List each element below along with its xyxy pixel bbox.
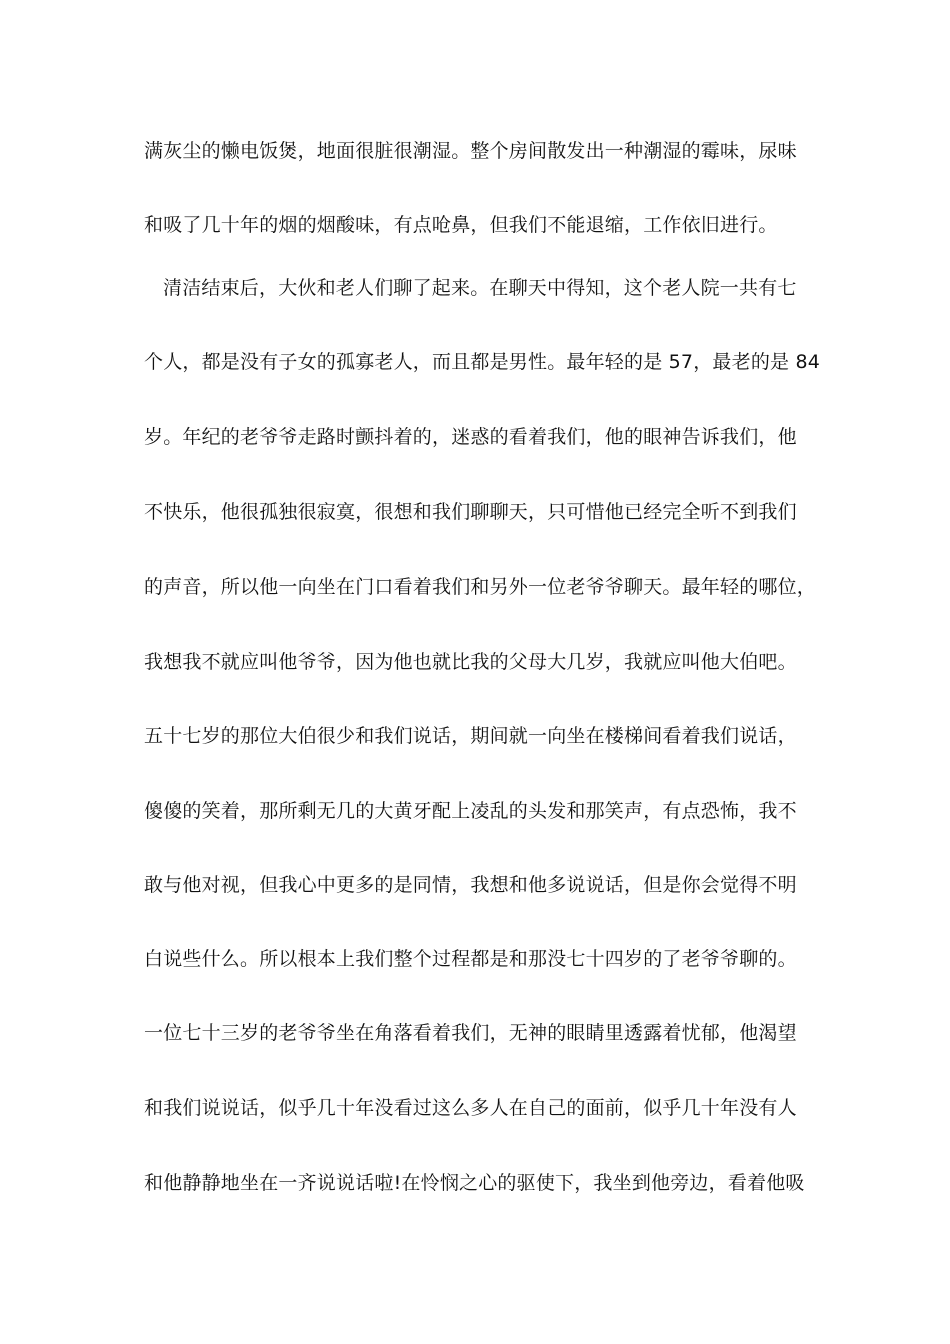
text-line: 个人，都是没有子女的孤寡老人，而且都是男性。最年轻的是 57，最老的是 84 (144, 351, 821, 373)
text-line: 岁。年纪的老爷爷走路时颤抖着的，迷惑的看着我们，他的眼神告诉我们，他 (144, 426, 797, 448)
text-line: 一位七十三岁的老爷爷坐在角落看着我们，无神的眼睛里透露着忧郁，他渴望 (144, 1022, 797, 1044)
text-line: 和我们说说话，似乎几十年没看过这么多人在自己的面前，似乎几十年没有人 (144, 1097, 797, 1119)
text-line: 的声音，所以他一向坐在门口看着我们和另外一位老爷爷聊天。最年轻的哪位， (144, 576, 817, 598)
text-line: 和吸了几十年的烟的烟酸味，有点呛鼻，但我们不能退缩，工作依旧进行。 (144, 214, 778, 236)
text-line: 和他静静地坐在一齐说说话啦!在怜悯之心的驱使下，我坐到他旁边，看着他吸 (144, 1172, 805, 1194)
paragraph-start-line: 清洁结束后，大伙和老人们聊了起来。在聊天中得知，这个老人院一共有七 (163, 277, 797, 299)
text-line: 五十七岁的那位大伯很少和我们说话，期间就一向坐在楼梯间看着我们说话， (144, 725, 797, 747)
text-line: 不快乐，他很孤独很寂寞，很想和我们聊聊天，只可惜他已经完全听不到我们 (144, 501, 797, 523)
text-line: 白说些什么。所以根本上我们整个过程都是和那没七十四岁的了老爷爷聊的。 (144, 948, 797, 970)
text-line: 傻傻的笑着，那所剩无几的大黄牙配上凌乱的头发和那笑声，有点恐怖，我不 (144, 800, 797, 822)
text-line: 敢与他对视，但我心中更多的是同情，我想和他多说说话，但是你会觉得不明 (144, 874, 797, 896)
text-line: 我想我不就应叫他爷爷，因为他也就比我的父母大几岁，我就应叫他大伯吧。 (144, 651, 797, 673)
text-line: 满灰尘的懒电饭煲，地面很脏很潮湿。整个房间散发出一种潮湿的霉味，尿味 (144, 140, 797, 162)
